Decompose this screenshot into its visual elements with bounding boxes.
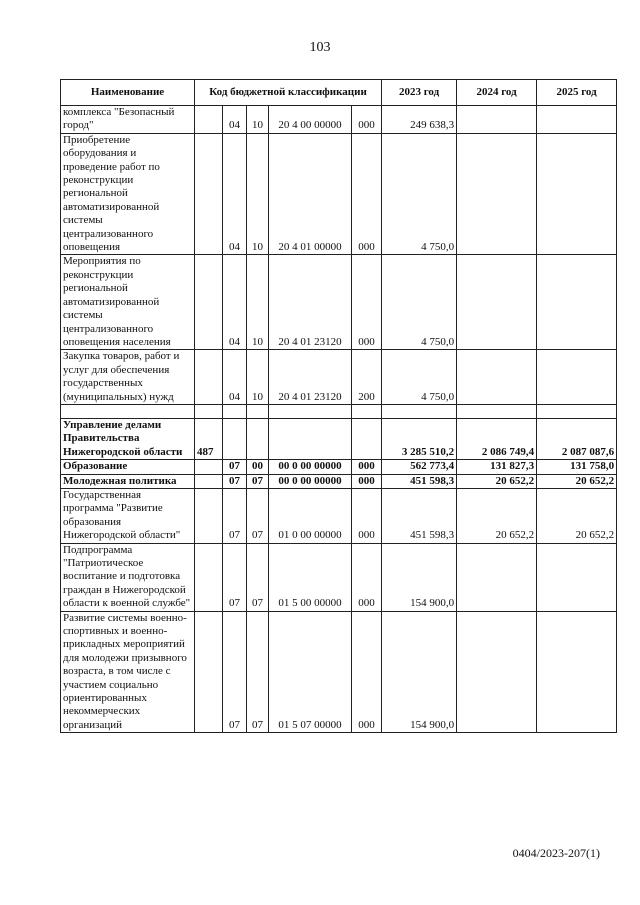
row-2023: 451 598,3 [382, 488, 457, 543]
row-2023: 4 750,0 [382, 133, 457, 255]
row-2025 [537, 543, 617, 611]
row-rz: 04 [223, 350, 247, 405]
row-2024: 131 827,3 [457, 460, 537, 474]
row-ved [195, 611, 223, 733]
row-vr: 000 [352, 460, 382, 474]
row-name: Развитие системы военно-спортивных и военно-прикладных мероприятий для молодежи призывного возраста, в том числе с участием социально ориентированных некоммерческих организаций [61, 611, 195, 733]
header-2024: 2024 год [457, 80, 537, 106]
row-2024 [457, 255, 537, 350]
row-2025: 20 652,2 [537, 474, 617, 488]
row-pr: 10 [247, 106, 269, 134]
row-2024: 2 086 749,4 [457, 418, 537, 459]
row-pr: 07 [247, 611, 269, 733]
row-pr: 10 [247, 133, 269, 255]
row-vr: 000 [352, 474, 382, 488]
row-pr [247, 418, 269, 459]
row-2025 [537, 133, 617, 255]
row-2025: 20 652,2 [537, 488, 617, 543]
row-2025 [537, 611, 617, 733]
budget-table [60, 79, 617, 733]
row-rz: 04 [223, 133, 247, 255]
row-csr: 20 4 01 00000 [269, 133, 352, 255]
row-rz: 07 [223, 474, 247, 488]
row-2023: 4 750,0 [382, 350, 457, 405]
row-2024 [457, 106, 537, 134]
row-ved [195, 488, 223, 543]
row-rz: 07 [223, 460, 247, 474]
row-2024: 20 652,2 [457, 488, 537, 543]
row-name: Образование [61, 460, 195, 474]
table-row [61, 611, 617, 733]
row-name: Подпрограмма "Патриотическое воспитание и подготовка граждан в Нижегородской области к военной службе" [61, 543, 195, 611]
row-vr [352, 418, 382, 459]
row-vr: 000 [352, 543, 382, 611]
row-csr: 20 4 01 23120 [269, 255, 352, 350]
row-vr: 200 [352, 350, 382, 405]
row-name: Закупка товаров, работ и услуг для обеспечения государственных (муниципальных) нужд [61, 350, 195, 405]
row-name: комплекса "Безопасный город" [61, 106, 195, 134]
row-vr: 000 [352, 106, 382, 134]
row-2025 [537, 350, 617, 405]
row-vr: 000 [352, 255, 382, 350]
row-2023: 562 773,4 [382, 460, 457, 474]
row-csr: 01 5 00 00000 [269, 543, 352, 611]
table-row [61, 133, 617, 255]
table-row [61, 255, 617, 350]
row-vr: 000 [352, 133, 382, 255]
header-name: Наименование [61, 80, 195, 106]
row-vr: 000 [352, 611, 382, 733]
row-2024 [457, 543, 537, 611]
row-name: Приобретение оборудования и проведение работ по реконструкции региональной автоматизированной системы централизованного оповещения [61, 133, 195, 255]
page-number: 103 [309, 40, 331, 55]
row-rz [223, 418, 247, 459]
row-ved [195, 543, 223, 611]
row-vr: 000 [352, 488, 382, 543]
row-csr [269, 418, 352, 459]
row-pr: 00 [247, 460, 269, 474]
row-pr: 10 [247, 255, 269, 350]
row-ved [195, 474, 223, 488]
row-rz: 07 [223, 543, 247, 611]
row-rz: 04 [223, 106, 247, 134]
row-name: Управление делами Правительства Нижегородской области [61, 418, 195, 459]
table-row [61, 106, 617, 134]
row-rz: 04 [223, 255, 247, 350]
row-ved [195, 460, 223, 474]
row-csr: 00 0 00 00000 [269, 474, 352, 488]
header-2023: 2023 год [382, 80, 457, 106]
row-2025: 131 758,0 [537, 460, 617, 474]
header-code: Код бюджетной классификации [195, 80, 382, 106]
row-csr: 01 5 07 00000 [269, 611, 352, 733]
table-row [61, 543, 617, 611]
row-pr: 07 [247, 474, 269, 488]
row-pr: 07 [247, 543, 269, 611]
table-row [61, 418, 617, 459]
row-2024: 20 652,2 [457, 474, 537, 488]
row-2023: 451 598,3 [382, 474, 457, 488]
row-csr: 20 4 01 23120 [269, 350, 352, 405]
row-pr: 07 [247, 488, 269, 543]
table-spacer-row [61, 404, 617, 418]
row-2023: 249 638,3 [382, 106, 457, 134]
table-row [61, 460, 617, 474]
row-ved [195, 350, 223, 405]
row-2023: 154 900,0 [382, 611, 457, 733]
table-header [61, 80, 617, 106]
row-name: Молодежная политика [61, 474, 195, 488]
row-2024 [457, 133, 537, 255]
header-2025: 2025 год [537, 80, 617, 106]
row-2025: 2 087 087,6 [537, 418, 617, 459]
row-name: Мероприятия по реконструкции региональной автоматизированной системы централизованного оповещения населения [61, 255, 195, 350]
row-2023: 4 750,0 [382, 255, 457, 350]
document-code: 0404/2023-207(1) [512, 846, 600, 860]
row-csr: 00 0 00 00000 [269, 460, 352, 474]
row-ved: 487 [195, 418, 223, 459]
row-csr: 01 0 00 00000 [269, 488, 352, 543]
row-rz: 07 [223, 488, 247, 543]
row-name: Государственная программа "Развитие образования Нижегородской области" [61, 488, 195, 543]
row-pr: 10 [247, 350, 269, 405]
row-ved [195, 106, 223, 134]
row-2025 [537, 255, 617, 350]
row-2024 [457, 350, 537, 405]
row-ved [195, 133, 223, 255]
table-row [61, 474, 617, 488]
table-row [61, 350, 617, 405]
row-2024 [457, 611, 537, 733]
row-csr: 20 4 00 00000 [269, 106, 352, 134]
row-2023: 154 900,0 [382, 543, 457, 611]
row-2025 [537, 106, 617, 134]
row-ved [195, 255, 223, 350]
row-2023: 3 285 510,2 [382, 418, 457, 459]
table-row [61, 488, 617, 543]
row-rz: 07 [223, 611, 247, 733]
